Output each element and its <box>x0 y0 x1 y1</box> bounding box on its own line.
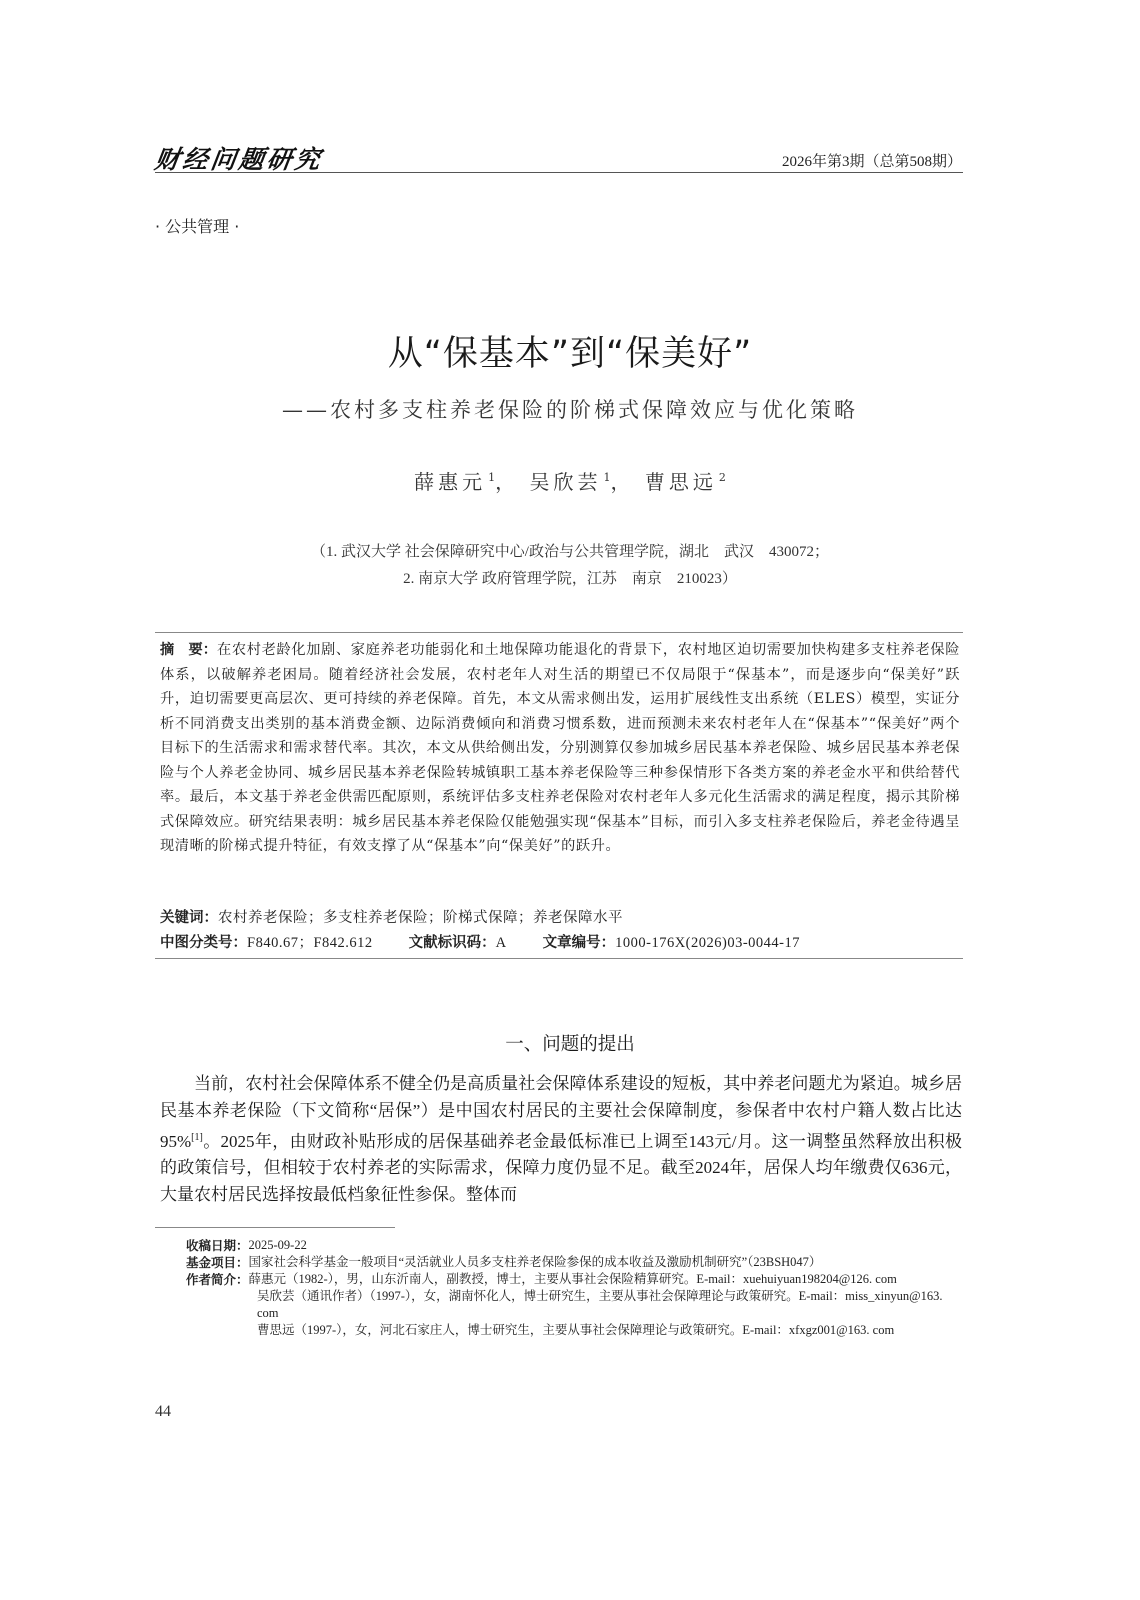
author-name: 曹思远 <box>644 470 717 494</box>
author-separator: ， <box>610 470 635 494</box>
received-label: 收稿日期： <box>186 1238 249 1253</box>
abstract <box>160 638 960 859</box>
body-text-part1: 当前，农村社会保障体系不健全仍是高质量社会保障体系建设的短板，其中养老问题尤为紧迫。城乡居民基本养老保险（下文简称“居保”）是中国农村居民的主要社会保障制度，参保者中农村户籍人数占比达95% <box>160 1074 962 1151</box>
bio-label: 作者简介： <box>186 1272 249 1287</box>
article-no-value: 1000-176X(2026)03-0044-17 <box>615 935 800 951</box>
author-name: 薛惠元 <box>414 470 487 494</box>
author-list <box>0 466 1140 495</box>
keywords <box>160 906 623 927</box>
received-value: 2025-09-22 <box>248 1238 307 1252</box>
body-text-part2: 。2025年，由财政补贴形成的居保基础养老金最低标准已上调至143元/月。这一调整虽然释放出积极的政策信号，但相较于农村养老的实际需求，保障力度仍显不足。截至2024年，居保人均年缴费仅636元，大量农村居民选择按最低档象征性参保。整体而 <box>160 1131 962 1205</box>
author-bio: 曹思远（1997-），女，河北石家庄人，博士研究生，主要从事社会保障理论与政策研究。E-mail：xfxgz001@163. com <box>257 1323 895 1337</box>
clc-value: F840.67；F842.612 <box>247 935 373 951</box>
article-no-label: 文章编号： <box>542 935 616 951</box>
abstract-top-divider <box>155 632 963 633</box>
article-title: 从“保基本”到“保美好” <box>387 334 753 374</box>
page-number: 44 <box>155 1403 171 1420</box>
fund-project <box>186 1254 966 1271</box>
article-subtitle: ——农村多支柱养老保险的阶梯式保障效应与优化策略 <box>282 398 858 422</box>
classification-line <box>160 931 800 952</box>
author-bio: 吴欣芸（通讯作者）（1997-），女，湖南怀化人，博士研究生，主要从事社会保障理论与政策研究。E-mail：miss_xinyun@163. com <box>257 1289 943 1320</box>
keywords-label: 关键词： <box>160 910 218 926</box>
affiliation-2: 2. 南京大学 政府管理学院，江苏 南京 210023） <box>403 571 737 587</box>
journal-logo: 财经问题研究 <box>152 145 325 174</box>
author-bio <box>186 1271 966 1288</box>
section-heading: 一、问题的提出 <box>505 1034 635 1055</box>
author-affil-marker: 1 <box>488 471 496 484</box>
footnote-divider <box>155 1227 395 1228</box>
author-affil-marker: 2 <box>718 471 726 484</box>
doc-code-label: 文献标识码： <box>408 935 496 951</box>
abstract-bottom-divider <box>155 958 963 959</box>
fund-label: 基金项目： <box>186 1255 249 1270</box>
footnotes <box>186 1237 966 1339</box>
issue-info: 2026年第3期（总第508期） <box>781 154 962 170</box>
affiliation-1: （1. 武汉大学 社会保障研究中心/政治与公共管理学院，湖北 武汉 430072； <box>311 544 829 560</box>
received-date <box>186 1237 966 1254</box>
abstract-text: 在农村老龄化加剧、家庭养老功能弱化和土地保障功能退化的背景下，农村地区迫切需要加快构建多支柱养老保险体系，以破解养老困局。随着经济社会发展，农村老年人对生活的期望已不仅局限于“保基本”，而是逐步向“保美好”跃升，迫切需要更高层次、更可持续的养老保障。首先，本文从需求侧出发，运用扩展线性支出系统（ELES）模型，实证分析不同消费支出类别的基本消费金额、边际消费倾向和消费习惯系数，进而预测未来农村老年人在“保基本”“保美好”两个目标下的生活需求和需求替代率。其次，本文从供给侧出发，分别测算仅参加城乡居民基本养老保险、城乡居民基本养老保险与个人养老金协同、城乡居民基本养老保险转城镇职工基本养老保险等三种参保情形下各类方案的养老金水平和供给替代率。最后，本文基于养老金供需匹配原则，系统评估多支柱养老保险对农村老年人多元化生活需求的满足程度，揭示其阶梯式保障效应。研究结果表明：城乡居民基本养老保险仅能勉强实现“保基本”目标，而引入多支柱养老保险后，养老金待遇呈现清晰的阶梯式提升特征，有效支撑了从“保基本”向“保美好”的跃升。 <box>160 642 960 854</box>
column-label: · 公共管理 · <box>155 217 240 236</box>
clc-label: 中图分类号： <box>160 935 247 951</box>
header-divider <box>155 172 963 173</box>
citation-link[interactable]: [1] <box>191 1131 203 1143</box>
doc-code-value: A <box>495 935 507 951</box>
author-affil-marker: 1 <box>603 471 611 484</box>
fund-value: 国家社会科学基金一般项目“灵活就业人员多支柱养老保险参保的成本收益及激励机制研究”（23BSH047） <box>248 1255 822 1269</box>
author-separator: ， <box>495 470 520 494</box>
bio-text: 薛惠元（1982-），男，山东沂南人，副教授，博士，主要从事社会保险精算研究。E-mail：xuehuiyuan198204@126. com <box>248 1272 897 1286</box>
author-name: 吴欣芸 <box>529 470 602 494</box>
keywords-text: 农村养老保险；多支柱养老保险；阶梯式保障；养老保障水平 <box>218 910 623 926</box>
abstract-label: 摘 要： <box>160 642 218 658</box>
body-paragraph <box>160 1071 962 1209</box>
